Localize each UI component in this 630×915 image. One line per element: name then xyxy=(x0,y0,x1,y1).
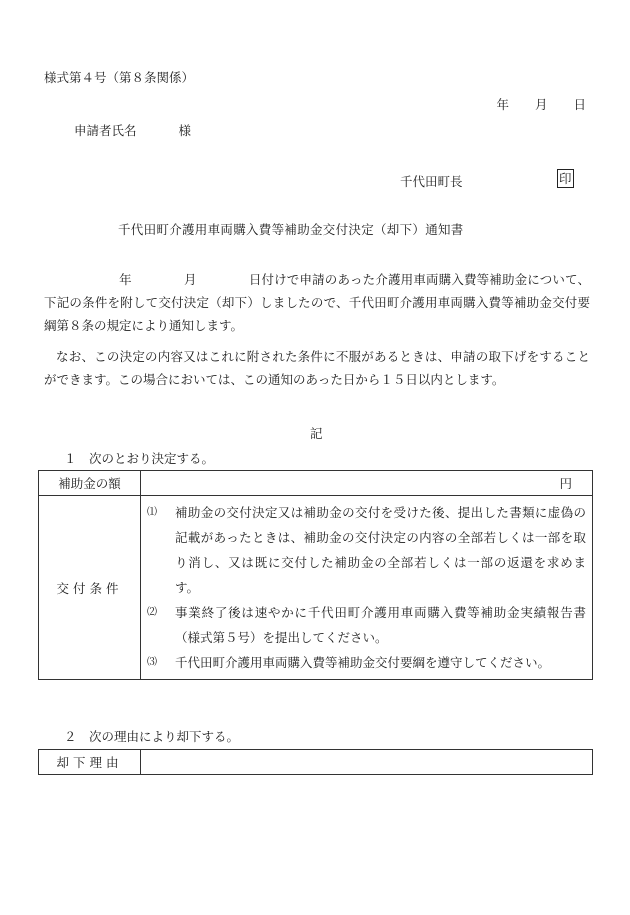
reason-row xyxy=(39,750,593,775)
reason-label: 却下理由 xyxy=(39,750,141,775)
conditions-list xyxy=(141,496,593,680)
p1-month: 月 xyxy=(183,272,197,287)
applicant-suffix: 様 xyxy=(178,123,192,138)
notice-paragraph-2: なお、この決定の内容又はこれに附された条件に不服があるときは、申請の取下げをすることができます。この場合においては、この通知のあった日から１５日以内とします。 xyxy=(44,349,590,387)
reason-value[interactable] xyxy=(141,750,593,775)
date-year: 年 xyxy=(496,97,509,112)
condition-item xyxy=(147,600,586,650)
applicant-label: 申請者氏名 xyxy=(74,123,137,138)
seal-stamp: 印 xyxy=(559,171,572,186)
date-month: 月 xyxy=(534,97,548,112)
condition-item xyxy=(147,500,586,600)
condition-text: 事業終了後は速やかに千代田町介護用車両購入費等補助金実績報告書（様式第５号）を提出してください。 xyxy=(175,605,586,645)
condition-number: ⑴ xyxy=(147,507,157,518)
applicant-line xyxy=(74,121,191,139)
amount-row xyxy=(39,471,593,496)
amount-label: 補助金の額 xyxy=(39,471,141,496)
condition-number: ⑵ xyxy=(147,607,157,618)
p1-year: 年 xyxy=(119,272,132,287)
date-line xyxy=(474,95,586,113)
ki-marker: 記 xyxy=(310,426,323,441)
decision-table xyxy=(38,470,593,680)
form-number: 様式第４号（第８条関係） xyxy=(44,70,195,85)
section-1-heading: １ 次のとおり決定する。 xyxy=(64,451,215,466)
condition-text: 補助金の交付決定又は補助金の交付を受けた後、提出した書類に虚偽の記載があったときは、補助金の交付決定の内容の全部若しくは一部を取り消し、又は既に交付した補助金の全部若しくは一部の返還を求めます。 xyxy=(175,505,586,595)
conditions-label: 交付条件 xyxy=(39,496,141,680)
condition-text: 千代田町介護用車両購入費等補助金交付要綱を遵守してください。 xyxy=(175,655,551,670)
issuer-name: 千代田町長 xyxy=(400,174,463,189)
condition-item xyxy=(147,650,586,675)
date-day: 日 xyxy=(573,97,586,112)
p1-text: 日付けで申請のあった介護用車両購入費等補助金について、下記の条件を附して交付決定（却下）しましたので、千代田町介護用車両購入費等補助金交付要綱第８条の規定により通知します。 xyxy=(44,272,590,333)
conditions-row xyxy=(39,496,593,680)
notice-paragraph-1 xyxy=(44,268,590,337)
rejection-table xyxy=(38,749,593,775)
section-2-heading: ２ 次の理由により却下する。 xyxy=(64,729,240,744)
amount-value: 円 xyxy=(141,471,593,496)
document-title: 千代田町介護用車両購入費等補助金交付決定（却下）通知書 xyxy=(118,222,464,237)
condition-number: ⑶ xyxy=(147,657,157,668)
